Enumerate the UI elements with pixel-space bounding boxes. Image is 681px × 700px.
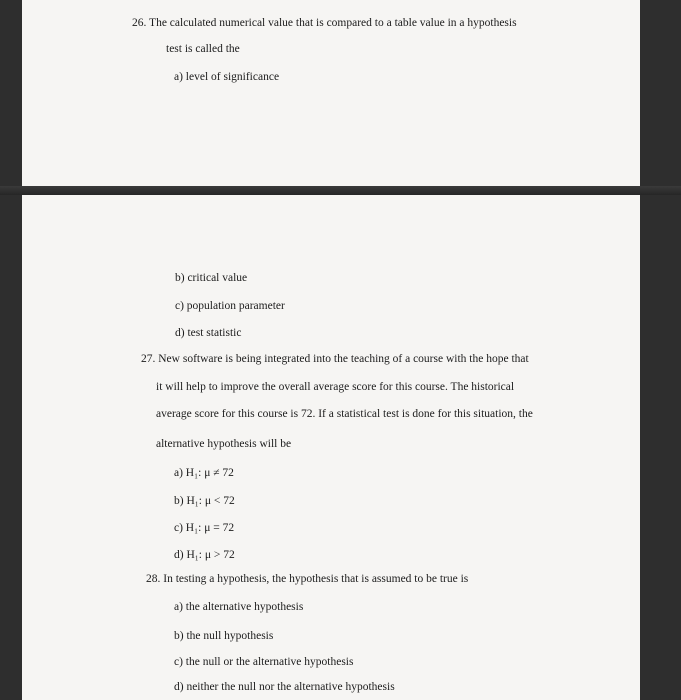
q28-option-b: b) the null hypothesis bbox=[174, 630, 274, 642]
q27-question-line-1: 27. New software is being integrated into the teaching of a course with the hope that bbox=[141, 353, 529, 365]
q27-question-line-3: average score for this course is 72. If a statistical test is done for this situation, the bbox=[156, 408, 533, 420]
q26-option-b: b) critical value bbox=[175, 272, 248, 284]
q26-question-line-2: test is called the bbox=[166, 43, 240, 55]
q27-question-line-2: it will help to improve the overall average score for this course. The historical bbox=[156, 381, 515, 393]
q27-option-d: d) H₁: μ > 72 bbox=[174, 549, 235, 561]
page-gap-shadow bbox=[0, 186, 681, 195]
q27-question-line-4: alternative hypothesis will be bbox=[156, 438, 292, 450]
q26-question-line-1: 26. The calculated numerical value that is compared to a table value in a hypothesis bbox=[132, 17, 517, 29]
q27-option-b: b) H₁: μ < 72 bbox=[174, 495, 235, 507]
worksheet-page-top bbox=[22, 0, 640, 186]
q28-option-a: a) the alternative hypothesis bbox=[174, 601, 304, 613]
q28-option-c: c) the null or the alternative hypothesis bbox=[174, 656, 354, 668]
q26-option-a: a) level of significance bbox=[174, 71, 280, 83]
q26-option-c: c) population parameter bbox=[175, 300, 285, 312]
worksheet-page-bottom bbox=[22, 195, 640, 700]
q27-option-a: a) H₁: μ ≠ 72 bbox=[174, 467, 234, 479]
q28-question: 28. In testing a hypothesis, the hypothesis that is assumed to be true is bbox=[146, 573, 469, 585]
q28-option-d: d) neither the null nor the alternative hypothesis bbox=[174, 681, 395, 693]
q27-option-c: c) H₁: μ = 72 bbox=[174, 522, 235, 534]
q26-option-d: d) test statistic bbox=[175, 327, 242, 339]
